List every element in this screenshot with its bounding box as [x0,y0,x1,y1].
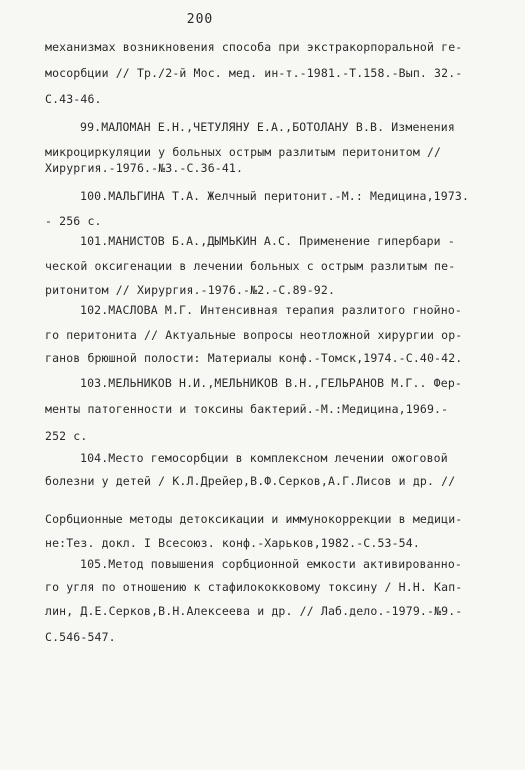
text-line: - 256 с. [45,214,102,228]
text-line: 100.МАЛЬГИНА Т.А. Желчный перитонит.-М.: Медицина,1973. [80,189,470,203]
text-line: не:Тез. докл. I Всесоюз. конф.-Харьков,1982.-С.53-54. [45,536,420,550]
text-line: 102.МАСЛОВА М.Г. Интенсивная терапия разлитого гнойно- [80,303,462,317]
text-line: го угля по отношению к стафилококковому токсину / Н.Н. Кап- [45,580,463,594]
text-line: С.546-547. [45,630,116,644]
text-line: 99.МАЛОМАН Е.Н.,ЧЕТУЛЯНУ Е.А.,БОТОЛАНУ В.В. Изменения [80,120,455,134]
text-line: Хирургия.-1976.-№3.-С.36-41. [45,161,244,175]
text-line: микроциркуляции у больных острым разлитым перитонитом // [45,145,442,159]
text-line: болезни у детей / К.Л.Дрейер,В.Ф.Серков,А.Г.Лисов и др. // [45,474,456,488]
text-line: лин, Д.Е.Серков,В.Н.Алексеева и др. // Лаб.дело.-1979.-№9.- [45,604,463,618]
text-line: менты патогенности и токсины бактерий.-М.:Медицина,1969.- [45,402,449,416]
text-line: С.43-46. [45,92,102,106]
text-line: 105.Метод повышения сорбционной емкости активированно- [80,557,462,571]
text-line: 103.МЕЛЬНИКОВ Н.И.,МЕЛЬНИКОВ В.Н.,ГЕЛЬРАНОВ М.Г.. Фер- [80,376,462,390]
text-line: 101.МАНИСТОВ Б.А.,ДЫМЬКИН А.С. Применение гипербари - [80,234,455,248]
text-line: ритонитом // Хирургия.-1976.-№2.-С.89-92. [45,283,336,297]
text-line: мосорбции // Тр./2-й Мос. мед. ин-т.-1981.-Т.158.-Вып. 32.- [45,66,463,80]
text-line: ганов брюшной полости: Материалы конф.-Томск,1974.-С.40-42. [45,351,463,365]
text-line: 104.Место гемосорбции в комплексном лечении ожоговой [80,451,448,465]
text-line: 252 с. [45,429,88,443]
text-line: го перитонита // Актуальные вопросы неотложной хирургии ор- [45,328,463,342]
text-line: ческой оксигенации в лечении больных с острым разлитым пе- [45,259,456,273]
text-line: механизмах возникновения способа при экстракорпоральной ге- [45,40,463,54]
page-number: 200 [186,12,214,27]
text-line: Сорбционные методы детоксикации и иммунокоррекции в медици- [45,512,463,526]
